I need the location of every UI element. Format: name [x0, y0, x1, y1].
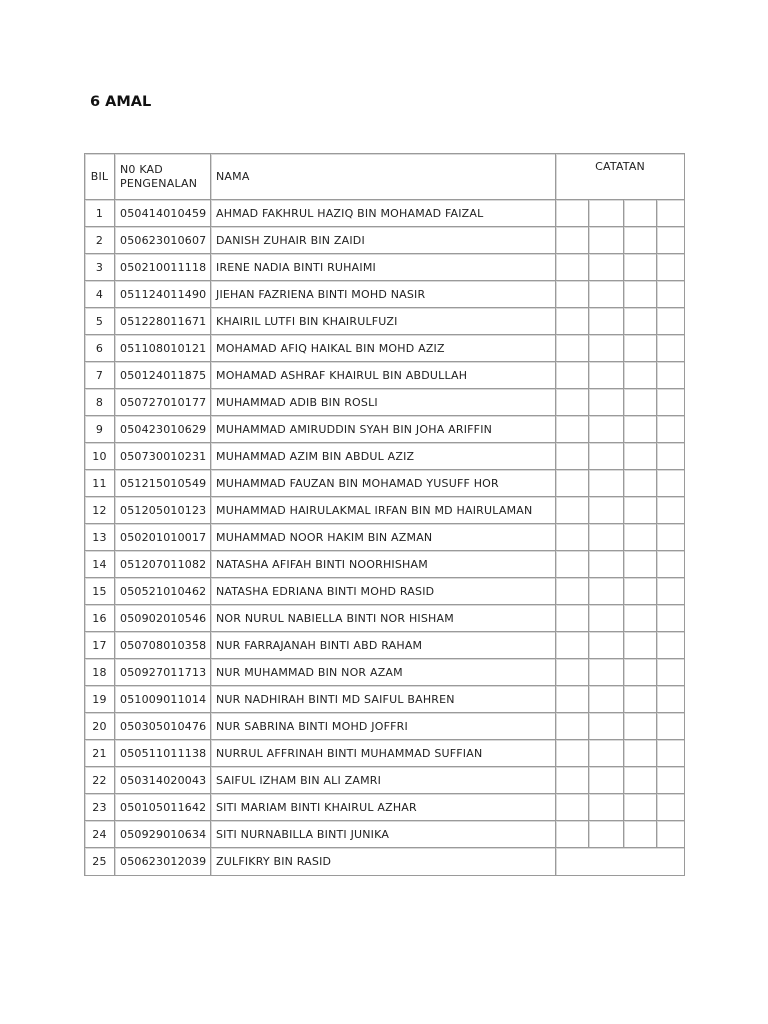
class-title: 6 AMAL — [90, 94, 152, 110]
table-row — [85, 200, 685, 227]
row-ic-number: 050201010017 — [115, 524, 211, 551]
row-student-name: MOHAMAD AFIQ HAIKAL BIN MOHD AZIZ — [211, 335, 556, 362]
row-notes-box — [589, 443, 624, 470]
header-notes: CATATAN — [556, 154, 685, 200]
row-student-name: MUHAMMAD AZIM BIN ABDUL AZIZ — [211, 443, 556, 470]
row-notes-box — [589, 524, 624, 551]
row-notes-box — [657, 335, 685, 362]
row-bil: 13 — [85, 524, 115, 551]
row-notes-box — [589, 740, 624, 767]
table-row — [85, 497, 685, 524]
row-notes-box — [624, 767, 657, 794]
row-bil: 24 — [85, 821, 115, 848]
row-notes-box — [624, 389, 657, 416]
row-notes-box — [657, 470, 685, 497]
row-notes-box — [589, 362, 624, 389]
row-ic-number: 050210011118 — [115, 254, 211, 281]
row-notes-box — [589, 470, 624, 497]
row-notes-box — [589, 281, 624, 308]
header-id-line1: N0 KAD — [120, 162, 163, 176]
row-notes-box — [556, 821, 589, 848]
row-ic-number: 050305010476 — [115, 713, 211, 740]
row-notes-box — [657, 713, 685, 740]
row-notes-box — [589, 200, 624, 227]
row-notes-box — [556, 335, 589, 362]
row-ic-number: 050414010459 — [115, 200, 211, 227]
row-notes-box — [589, 416, 624, 443]
row-notes-box — [624, 362, 657, 389]
row-notes-box — [589, 335, 624, 362]
table-row — [85, 254, 685, 281]
row-notes-box — [624, 551, 657, 578]
row-student-name: NURRUL AFFRINAH BINTI MUHAMMAD SUFFIAN — [211, 740, 556, 767]
student-roll-table — [84, 153, 685, 876]
row-notes-box — [624, 470, 657, 497]
row-notes-box — [556, 740, 589, 767]
row-student-name: SITI MARIAM BINTI KHAIRUL AZHAR — [211, 794, 556, 821]
row-student-name: NUR FARRAJANAH BINTI ABD RAHAM — [211, 632, 556, 659]
row-student-name: ZULFIKRY BIN RASID — [211, 848, 556, 876]
table-row — [85, 578, 685, 605]
row-notes-box — [624, 254, 657, 281]
row-student-name: DANISH ZUHAIR BIN ZAIDI — [211, 227, 556, 254]
row-notes-box — [589, 389, 624, 416]
row-ic-number: 050902010546 — [115, 605, 211, 632]
row-ic-number: 051215010549 — [115, 470, 211, 497]
row-ic-number: 051207011082 — [115, 551, 211, 578]
row-notes-box — [657, 200, 685, 227]
row-bil: 20 — [85, 713, 115, 740]
row-bil: 22 — [85, 767, 115, 794]
row-notes-box — [556, 524, 589, 551]
row-bil: 25 — [85, 848, 115, 876]
row-notes-box — [624, 794, 657, 821]
row-notes-box — [657, 551, 685, 578]
table-row — [85, 713, 685, 740]
row-notes-box — [624, 605, 657, 632]
table-row — [85, 686, 685, 713]
table-row — [85, 227, 685, 254]
row-student-name: MUHAMMAD NOOR HAKIM BIN AZMAN — [211, 524, 556, 551]
row-ic-number: 051228011671 — [115, 308, 211, 335]
row-ic-number: 051205010123 — [115, 497, 211, 524]
row-notes-box — [589, 551, 624, 578]
row-notes-box — [556, 632, 589, 659]
row-student-name: NUR NADHIRAH BINTI MD SAIFUL BAHREN — [211, 686, 556, 713]
row-ic-number: 050105011642 — [115, 794, 211, 821]
table-row — [85, 848, 685, 876]
row-notes-box — [624, 821, 657, 848]
row-notes-box — [589, 578, 624, 605]
row-notes-box — [589, 659, 624, 686]
row-ic-number: 050314020043 — [115, 767, 211, 794]
row-bil: 4 — [85, 281, 115, 308]
row-notes-box — [556, 713, 589, 740]
row-notes-box — [589, 767, 624, 794]
row-bil: 6 — [85, 335, 115, 362]
row-notes-box — [624, 497, 657, 524]
row-bil: 5 — [85, 308, 115, 335]
row-notes-box — [624, 200, 657, 227]
row-student-name: KHAIRIL LUTFI BIN KHAIRULFUZI — [211, 308, 556, 335]
row-notes-box — [589, 497, 624, 524]
row-notes-box — [556, 497, 589, 524]
table-row — [85, 281, 685, 308]
table-row — [85, 605, 685, 632]
row-student-name: MUHAMMAD AMIRUDDIN SYAH BIN JOHA ARIFFIN — [211, 416, 556, 443]
row-notes-box — [624, 632, 657, 659]
row-bil: 7 — [85, 362, 115, 389]
row-notes-box — [556, 578, 589, 605]
row-notes-box — [657, 686, 685, 713]
row-notes-box — [556, 551, 589, 578]
row-notes-box — [589, 632, 624, 659]
row-notes-box — [657, 389, 685, 416]
row-notes-box — [624, 443, 657, 470]
row-notes-box — [657, 254, 685, 281]
row-student-name: MUHAMMAD ADIB BIN ROSLI — [211, 389, 556, 416]
header-id-number — [115, 154, 211, 200]
row-notes-box — [589, 794, 624, 821]
row-notes-box — [556, 767, 589, 794]
row-notes-box — [624, 308, 657, 335]
row-student-name: IRENE NADIA BINTI RUHAIMI — [211, 254, 556, 281]
row-notes-box — [589, 713, 624, 740]
row-bil: 10 — [85, 443, 115, 470]
row-notes-box — [657, 605, 685, 632]
row-notes-box — [657, 632, 685, 659]
row-student-name: NUR MUHAMMAD BIN NOR AZAM — [211, 659, 556, 686]
row-ic-number: 050727010177 — [115, 389, 211, 416]
row-student-name: MOHAMAD ASHRAF KHAIRUL BIN ABDULLAH — [211, 362, 556, 389]
row-notes-box — [657, 227, 685, 254]
row-ic-number: 050623012039 — [115, 848, 211, 876]
row-notes-box — [657, 416, 685, 443]
row-student-name: NOR NURUL NABIELLA BINTI NOR HISHAM — [211, 605, 556, 632]
table-row — [85, 308, 685, 335]
row-notes-box — [657, 443, 685, 470]
row-notes-box — [556, 416, 589, 443]
row-ic-number: 050927011713 — [115, 659, 211, 686]
row-notes-box — [657, 578, 685, 605]
row-bil: 11 — [85, 470, 115, 497]
row-notes-box — [556, 686, 589, 713]
row-notes-box — [657, 794, 685, 821]
row-student-name: SITI NURNABILLA BINTI JUNIKA — [211, 821, 556, 848]
row-notes-box — [556, 794, 589, 821]
row-ic-number: 050124011875 — [115, 362, 211, 389]
row-ic-number: 050730010231 — [115, 443, 211, 470]
row-notes-box — [589, 686, 624, 713]
header-bil: BIL — [85, 154, 115, 200]
row-notes-box — [657, 659, 685, 686]
row-notes-box — [624, 659, 657, 686]
row-notes-box — [589, 821, 624, 848]
row-ic-number: 050521010462 — [115, 578, 211, 605]
row-student-name: NUR SABRINA BINTI MOHD JOFFRI — [211, 713, 556, 740]
row-bil: 1 — [85, 200, 115, 227]
table-row — [85, 416, 685, 443]
row-bil: 3 — [85, 254, 115, 281]
row-notes-box — [556, 281, 589, 308]
row-notes-box — [657, 767, 685, 794]
row-notes-box — [556, 362, 589, 389]
row-ic-number: 050708010358 — [115, 632, 211, 659]
row-ic-number: 050511011138 — [115, 740, 211, 767]
row-notes-box — [556, 605, 589, 632]
row-notes-box — [556, 443, 589, 470]
row-bil: 14 — [85, 551, 115, 578]
row-notes-box — [589, 254, 624, 281]
row-notes-box — [589, 227, 624, 254]
table-row — [85, 551, 685, 578]
row-notes-box — [624, 686, 657, 713]
row-student-name: AHMAD FAKHRUL HAZIQ BIN MOHAMAD FAIZAL — [211, 200, 556, 227]
row-notes-box — [657, 281, 685, 308]
row-notes-box — [556, 389, 589, 416]
table-row — [85, 335, 685, 362]
row-notes-box — [556, 227, 589, 254]
row-bil: 17 — [85, 632, 115, 659]
row-notes-box — [624, 416, 657, 443]
row-student-name: MUHAMMAD HAIRULAKMAL IRFAN BIN MD HAIRULAMAN — [211, 497, 556, 524]
row-notes-box — [556, 200, 589, 227]
table-row — [85, 470, 685, 497]
row-notes-box — [624, 335, 657, 362]
row-notes-box — [657, 308, 685, 335]
row-notes-box — [556, 254, 589, 281]
table-row — [85, 821, 685, 848]
row-notes-box — [624, 578, 657, 605]
row-bil: 15 — [85, 578, 115, 605]
table-row — [85, 389, 685, 416]
row-bil: 18 — [85, 659, 115, 686]
row-bil: 9 — [85, 416, 115, 443]
row-notes-box — [657, 821, 685, 848]
row-notes-box — [556, 470, 589, 497]
row-bil: 2 — [85, 227, 115, 254]
row-bil: 23 — [85, 794, 115, 821]
row-ic-number: 051108010121 — [115, 335, 211, 362]
table-row — [85, 794, 685, 821]
table-row — [85, 524, 685, 551]
row-ic-number: 051124011490 — [115, 281, 211, 308]
row-notes-box — [624, 713, 657, 740]
table-row — [85, 659, 685, 686]
row-notes-box — [624, 281, 657, 308]
header-name: NAMA — [211, 154, 556, 200]
row-bil: 16 — [85, 605, 115, 632]
row-notes-box — [556, 659, 589, 686]
table-row — [85, 767, 685, 794]
table-row — [85, 443, 685, 470]
row-bil: 8 — [85, 389, 115, 416]
row-notes-box — [624, 524, 657, 551]
row-notes-box — [624, 740, 657, 767]
header-id-line2: PENGENALAN — [120, 176, 198, 190]
row-notes-box — [556, 308, 589, 335]
row-notes-box — [657, 740, 685, 767]
row-ic-number: 050423010629 — [115, 416, 211, 443]
row-bil: 12 — [85, 497, 115, 524]
row-student-name: NATASHA AFIFAH BINTI NOORHISHAM — [211, 551, 556, 578]
table-row — [85, 632, 685, 659]
row-bil: 21 — [85, 740, 115, 767]
table-header-row — [85, 154, 685, 200]
row-notes-merged — [556, 848, 685, 876]
row-notes-box — [657, 524, 685, 551]
row-notes-box — [657, 497, 685, 524]
row-ic-number: 051009011014 — [115, 686, 211, 713]
row-notes-box — [589, 308, 624, 335]
table-row — [85, 362, 685, 389]
row-student-name: NATASHA EDRIANA BINTI MOHD RASID — [211, 578, 556, 605]
row-ic-number: 050623010607 — [115, 227, 211, 254]
row-student-name: JIEHAN FAZRIENA BINTI MOHD NASIR — [211, 281, 556, 308]
row-notes-box — [624, 227, 657, 254]
table-row — [85, 740, 685, 767]
row-ic-number: 050929010634 — [115, 821, 211, 848]
row-notes-box — [589, 605, 624, 632]
row-bil: 19 — [85, 686, 115, 713]
row-notes-box — [657, 362, 685, 389]
row-student-name: SAIFUL IZHAM BIN ALI ZAMRI — [211, 767, 556, 794]
row-student-name: MUHAMMAD FAUZAN BIN MOHAMAD YUSUFF HOR — [211, 470, 556, 497]
